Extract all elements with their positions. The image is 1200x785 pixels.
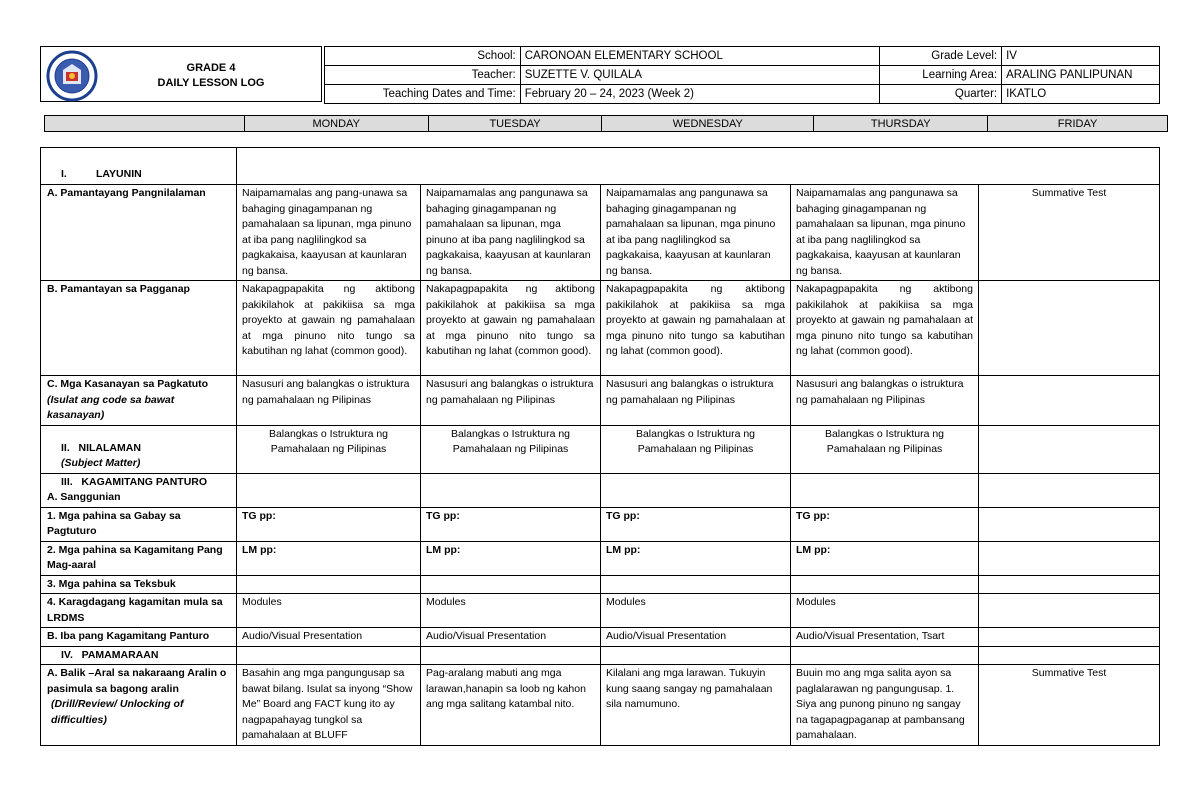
doc-type-title: DAILY LESSON LOG xyxy=(157,77,265,89)
table-row xyxy=(41,646,1160,665)
table-row xyxy=(41,376,1160,426)
lm-wednesday: LM pp: xyxy=(601,541,791,575)
nilalaman-monday: Balangkas o Istruktura ng Pamahalaan ng Pilipinas xyxy=(237,425,421,473)
pamantayang-monday: Naipamamalas ang pang-unawa sa bahaging ginagampanan ng pamahalaan sa lipunan, mga pinuno at iba pang naglilingkod sa pagkakaisa, kaayusan at kaunlaran ng bansa. xyxy=(237,185,421,281)
kasanayan-thursday: Nasusuri ang balangkas o istruktura ng pamahalaan ng Pilipinas xyxy=(791,376,979,426)
quarter-label: Quarter: xyxy=(880,85,1002,104)
balik-note: (Drill/Review/ Unlocking of difficulties) xyxy=(51,698,184,726)
layunin-blank xyxy=(237,148,1160,185)
modules-wednesday: Modules xyxy=(601,594,791,628)
tg-monday: TG pp: xyxy=(237,507,421,541)
sanggunian-label: A. Sanggunian xyxy=(47,491,121,503)
kasanayan-note: (Isulat ang code sa bawat kasanayan) xyxy=(47,393,175,421)
table-row xyxy=(41,148,1160,185)
modules-friday xyxy=(979,594,1160,628)
pagganap-monday: Nakapagpapakita ng aktibong pakikilahok at pakikiisa sa mga proyekto at gawain ng pamahalaan at mga pinuno nito tungo sa kabutihan ng lahat (common good). xyxy=(237,281,421,376)
pagganap-label: B. Pamantayan sa Pagganap xyxy=(41,281,237,376)
header-block xyxy=(40,46,1160,102)
iba-label: B. Iba pang Kagamitang Panturo xyxy=(41,628,237,647)
teksbuk-label: 3. Mga pahina sa Teksbuk xyxy=(41,575,237,594)
tg-friday xyxy=(979,507,1160,541)
modules-monday: Modules xyxy=(237,594,421,628)
tg-thursday: TG pp: xyxy=(791,507,979,541)
school-value: CARONOAN ELEMENTARY SCHOOL xyxy=(520,47,880,66)
tg-tuesday: TG pp: xyxy=(421,507,601,541)
pamamaraan-wednesday xyxy=(601,646,791,665)
kagamitan-friday xyxy=(979,473,1160,507)
pamantayang-friday: Summative Test xyxy=(979,185,1160,281)
dates-label: Teaching Dates and Time: xyxy=(325,85,521,104)
kagamitan-thursday xyxy=(791,473,979,507)
pamantayang-label: A. Pamantayang Pangnilalaman xyxy=(41,185,237,281)
pamamaraan-friday xyxy=(979,646,1160,665)
pamamaraan-tuesday xyxy=(421,646,601,665)
table-row xyxy=(41,185,1160,281)
table-row xyxy=(41,281,1160,376)
grade-level-label: Grade Level: xyxy=(880,47,1002,66)
teacher-label: Teacher: xyxy=(325,66,521,85)
days-header xyxy=(44,115,1168,132)
nilalaman-wednesday: Balangkas o Istruktura ng Pamahalaan ng Pilipinas xyxy=(601,425,791,473)
pagganap-thursday: Nakapagpapakita ng aktibong pakikilahok at pakikiisa sa mga proyekto at gawain ng pamahalaan at mga pinuno nito tungo sa kabutihan ng lahat (common good). xyxy=(791,281,979,376)
title-cell xyxy=(40,46,322,102)
quarter-value: IKATLO xyxy=(1002,85,1160,104)
lm-tuesday: LM pp: xyxy=(421,541,601,575)
pamamaraan-label: IV. PAMAMARAAN xyxy=(41,646,237,665)
table-row xyxy=(41,594,1160,628)
info-table xyxy=(324,46,1160,104)
nilalaman-tuesday: Balangkas o Istruktura ng Pamahalaan ng Pilipinas xyxy=(421,425,601,473)
teacher-value: SUZETTE V. QUILALA xyxy=(520,66,880,85)
table-row xyxy=(41,425,1160,473)
av-tuesday: Audio/Visual Presentation xyxy=(421,628,601,647)
table-row xyxy=(41,507,1160,541)
school-label: School: xyxy=(325,47,521,66)
kagamitan-wednesday xyxy=(601,473,791,507)
table-row xyxy=(41,473,1160,507)
dates-value: February 20 – 24, 2023 (Week 2) xyxy=(520,85,880,104)
nilalaman-thursday: Balangkas o Istruktura ng Pamahalaan ng Pilipinas xyxy=(791,425,979,473)
nilalaman-note: (Subject Matter) xyxy=(61,457,141,469)
kagamitan-monday xyxy=(237,473,421,507)
av-monday: Audio/Visual Presentation xyxy=(237,628,421,647)
gabay-label: 1. Mga pahina sa Gabay sa Pagtuturo xyxy=(41,507,237,541)
learning-area-label: Learning Area: xyxy=(880,66,1002,85)
av-thursday: Audio/Visual Presentation, Tsart xyxy=(791,628,979,647)
kasanayan-tuesday: Nasusuri ang balangkas o istruktura ng pamahalaan ng Pilipinas xyxy=(421,376,601,426)
lm-monday: LM pp: xyxy=(237,541,421,575)
pagganap-friday xyxy=(979,281,1160,376)
kasanayan-friday xyxy=(979,376,1160,426)
mag-aaral-label: 2. Mga pahina sa Kagamitang Pang Mag-aaral xyxy=(41,541,237,575)
teksbuk-tuesday xyxy=(421,575,601,594)
pamantayang-tuesday: Naipamamalas ang pangunawa sa bahaging ginagampanan ng pamahalaan sa lipunan, mga pinuno at iba pang naglilingkod sa pagkakaisa, kaayusan at kaunlaran ng bansa. xyxy=(421,185,601,281)
table-row xyxy=(41,628,1160,647)
day-wednesday: WEDNESDAY xyxy=(602,116,814,132)
document-title xyxy=(141,61,281,91)
av-wednesday: Audio/Visual Presentation xyxy=(601,628,791,647)
lesson-table xyxy=(40,147,1160,746)
lm-thursday: LM pp: xyxy=(791,541,979,575)
table-row xyxy=(41,541,1160,575)
teksbuk-wednesday xyxy=(601,575,791,594)
deped-seal-icon xyxy=(45,50,99,102)
pagganap-wednesday: Nakapagpapakita ng aktibong pakikilahok at pakikiisa sa mga proyekto at gawain ng pamahalaan at mga pinuno nito tungo sa kabutihan ng lahat (common good). xyxy=(601,281,791,376)
pamamaraan-thursday xyxy=(791,646,979,665)
balik-monday: Basahin ang mga pangungusap sa bawat bilang. Isulat sa inyong “Show Me” Board ang FACT kung ito ay nagpapahayag tungkol sa pamahalaan at BLUFF xyxy=(237,665,421,746)
lrdms-label: 4. Karagdagang kagamitan mula sa LRDMS xyxy=(41,594,237,628)
learning-area-value: ARALING PANLIPUNAN xyxy=(1002,66,1160,85)
balik-wednesday: Kilalani ang mga larawan. Tukuyin kung saang sangay ng pamahalaan sila namumuno. xyxy=(601,665,791,746)
nilalaman-friday xyxy=(979,425,1160,473)
kagamitan-label-cell xyxy=(41,473,237,507)
av-friday xyxy=(979,628,1160,647)
kasanayan-monday: Nasusuri ang balangkas o istruktura ng pamahalaan ng Pilipinas xyxy=(237,376,421,426)
teksbuk-monday xyxy=(237,575,421,594)
tg-wednesday: TG pp: xyxy=(601,507,791,541)
balik-friday: Summative Test xyxy=(979,665,1160,746)
pamamaraan-monday xyxy=(237,646,421,665)
grade-title: GRADE 4 xyxy=(186,62,236,74)
teksbuk-thursday xyxy=(791,575,979,594)
lm-friday xyxy=(979,541,1160,575)
kagamitan-tuesday xyxy=(421,473,601,507)
pamantayang-thursday: Naipamamalas ang pangunawa sa bahaging ginagampanan ng pamahalaan sa lipunan, mga pinuno at iba pang naglilingkod sa pagkakaisa, kaayusan at kaunlaran ng bansa. xyxy=(791,185,979,281)
table-row xyxy=(41,575,1160,594)
balik-tuesday: Pag-aralang mabuti ang mga larawan,hanapin sa loob ng kahon ang mga salitang katambal nito. xyxy=(421,665,601,746)
kasanayan-wednesday: Nasusuri ang balangkas o istruktura ng pamahalaan ng Pilipinas xyxy=(601,376,791,426)
days-blank-cell xyxy=(45,116,245,132)
nilalaman-label-cell xyxy=(41,425,237,473)
day-monday: MONDAY xyxy=(244,116,428,132)
day-tuesday: TUESDAY xyxy=(428,116,602,132)
modules-tuesday: Modules xyxy=(421,594,601,628)
kagamitan-label: III. KAGAMITANG PANTURO xyxy=(61,475,208,488)
day-thursday: THURSDAY xyxy=(814,116,988,132)
day-friday: FRIDAY xyxy=(988,116,1168,132)
kasanayan-label-cell xyxy=(41,376,237,426)
pamantayang-wednesday: Naipamamalas ang pangunawa sa bahaging ginagampanan ng pamahalaan sa lipunan, mga pinuno at iba pang naglilingkod sa pagkakaisa, kaayusan at kaunlaran ng bansa. xyxy=(601,185,791,281)
teksbuk-friday xyxy=(979,575,1160,594)
balik-label: A. Balik –Aral sa nakaraang Aralin o pasimula sa bagong aralin xyxy=(47,667,227,695)
pagganap-tuesday: Nakapagpapakita ng aktibong pakikilahok at pakikiisa sa mga proyekto at gawain ng pamahalaan at mga pinuno nito tungo sa kabutihan ng lahat (common good). xyxy=(421,281,601,376)
balik-thursday: Buuin mo ang mga salita ayon sa paglalarawan ng pangungusap. 1. Siya ang punong pinuno ng sangay na tagapagpaganap at pambansang pamahalaan. xyxy=(791,665,979,746)
balik-label-cell xyxy=(41,665,237,746)
grade-level-value: IV xyxy=(1002,47,1160,66)
modules-thursday: Modules xyxy=(791,594,979,628)
table-row xyxy=(41,665,1160,746)
nilalaman-label: II. NILALAMAN xyxy=(61,441,141,454)
kasanayan-label: C. Mga Kasanayan sa Pagkatuto xyxy=(47,378,209,390)
layunin-heading: I. LAYUNIN xyxy=(41,148,237,185)
